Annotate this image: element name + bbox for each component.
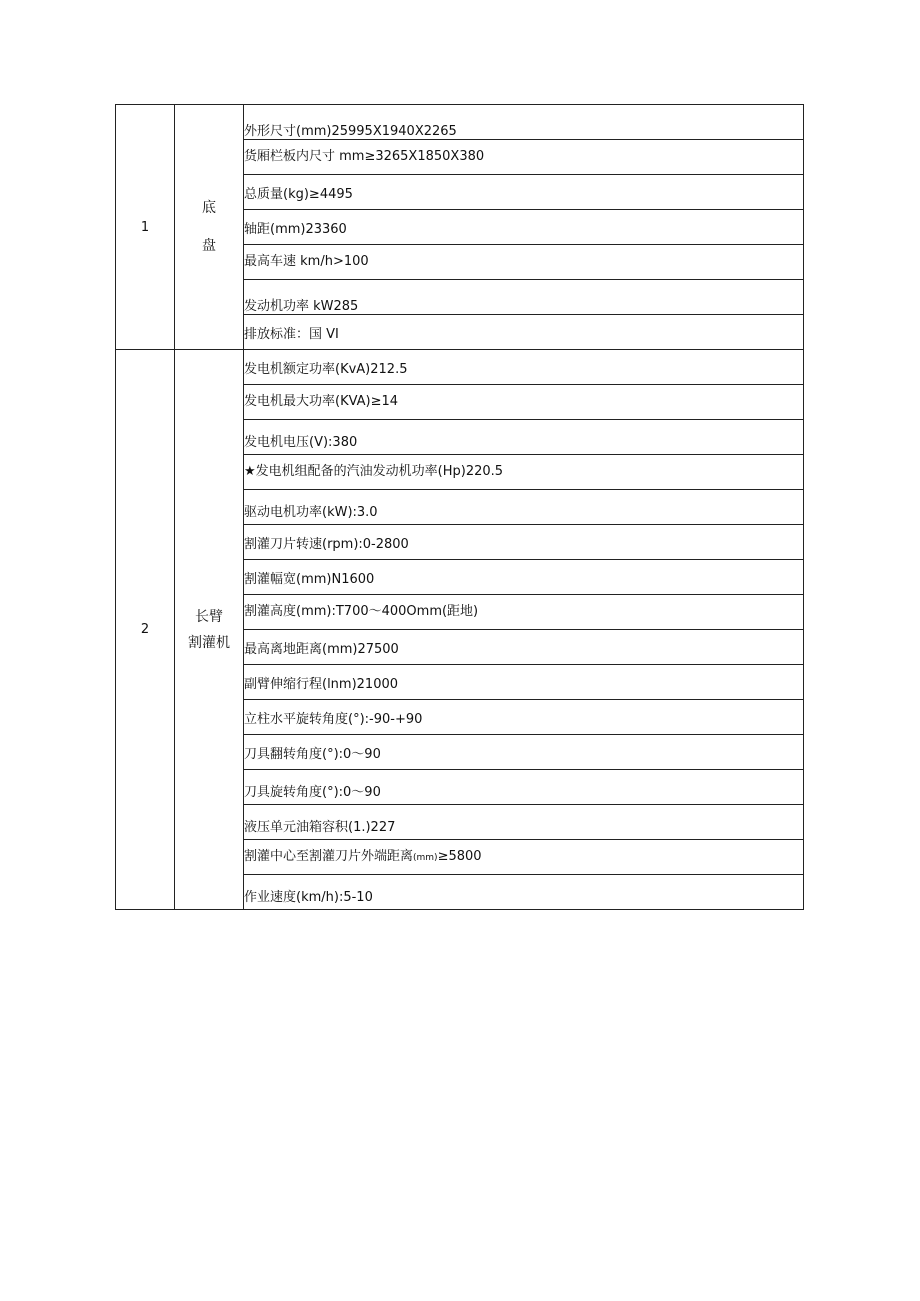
spec-cell: 排放标准：国 VI <box>244 315 804 350</box>
spec-unit: (mm) <box>413 852 438 863</box>
spec-cell: 副臂伸缩行程(lnm)21000 <box>244 665 804 700</box>
spec-cell: 发电机最大功率(KVA)≥14 <box>244 385 804 420</box>
spec-cell: 割灌幅宽(mm)N1600 <box>244 560 804 595</box>
spec-cell: 割灌刀片转速(rpm):0-2800 <box>244 525 804 560</box>
spec-cell: 立柱水平旋转角度(°):-90-+90 <box>244 700 804 735</box>
item-name-line: 长臂 <box>195 608 223 625</box>
spec-cell: 货厢栏板内尺寸 mm≥3265X1850X380 <box>244 140 804 175</box>
spec-cell: 最高车速 km/h>100 <box>244 245 804 280</box>
spec-cell: 割灌高度(mm):T700～400Omm(距地) <box>244 595 804 630</box>
item-name <box>175 350 244 910</box>
spec-cell: 外形尺寸(mm)25995X1940X2265 <box>244 105 804 140</box>
spec-cell: 发电机额定功率(KvA)212.5 <box>244 350 804 385</box>
spec-cell: 液压单元油箱容积(1.)227 <box>244 805 804 840</box>
spec-cell: ★发电机组配备的汽油发动机功率(Hp)220.5 <box>244 455 804 490</box>
spec-cell: 驱动电机功率(kW):3.0 <box>244 490 804 525</box>
spec-cell: 轴距(mm)23360 <box>244 210 804 245</box>
table-row <box>116 350 804 385</box>
row-number: 1 <box>116 105 175 350</box>
spec-cell: 最高离地距离(mm)27500 <box>244 630 804 665</box>
spec-cell: 发电机电压(V):380 <box>244 420 804 455</box>
spec-value: ≥5800 <box>437 848 482 864</box>
item-name-line: 底 <box>202 200 216 216</box>
spec-cell: 刀具翻转角度(°):0～90 <box>244 735 804 770</box>
table-row <box>116 105 804 140</box>
item-name-line: 割灌机 <box>188 634 230 651</box>
row-number: 2 <box>116 350 175 910</box>
item-name-line: 盘 <box>202 238 216 254</box>
spec-cell: 刀具旋转角度(°):0～90 <box>244 770 804 805</box>
spec-cell: 作业速度(km/h):5-10 <box>244 875 804 910</box>
spec-cell <box>244 840 804 875</box>
spec-table <box>115 104 804 910</box>
spec-cell: 发动机功率 kW285 <box>244 280 804 315</box>
spec-text: 割灌中心至割灌刀片外端距离 <box>244 848 414 864</box>
item-name <box>175 105 244 350</box>
spec-cell: 总质量(kg)≥4495 <box>244 175 804 210</box>
